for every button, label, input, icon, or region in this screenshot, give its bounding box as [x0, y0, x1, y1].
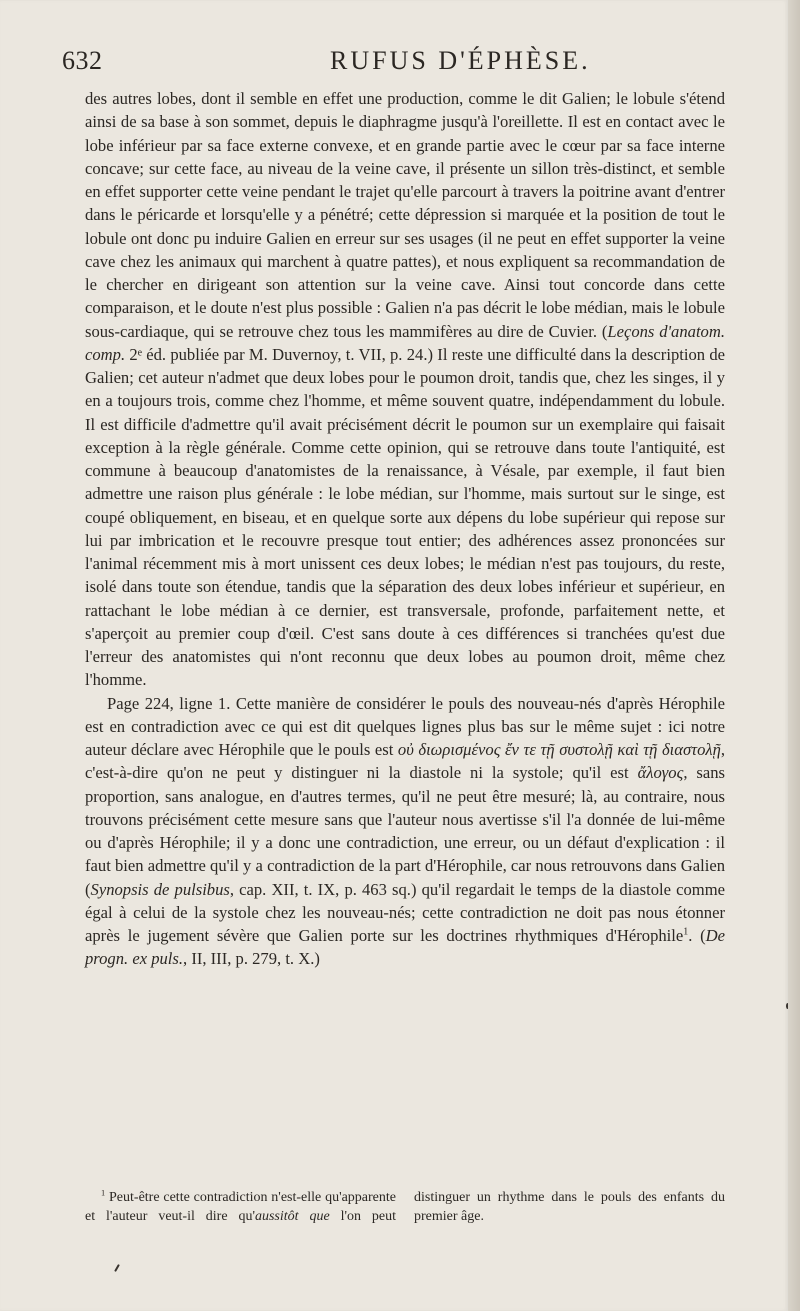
- paragraph-pouls-middle: , c'est-à-dire qu'on ne peut y distinguer ni la diastole ni la systole; qu'il est: [85, 740, 725, 783]
- running-title: RUFUS D'ÉPHÈSE.: [330, 46, 591, 75]
- footnote-marker: 1: [101, 1188, 106, 1198]
- citation-progn-prefix: . (: [688, 926, 706, 945]
- footnote-italic: aussitôt que: [254, 1209, 330, 1224]
- paragraph-pouls: [85, 692, 725, 971]
- paragraph-lobule: des autres lobes, dont il semble en effet une production, comme le dit Galien; le lobule s'étend ainsi de sa base à son sommet, depuis le diaphragme jusqu'à l'oreillette. Il est en contact avec le lobe inférieur par sa face externe convexe, et en grande partie avec le cœur par sa face interne concave; sur cette face, au niveau de la veine cave, il présente un sillon très-distinct, et semble en effet supporter cette veine pendant le trajet qu'elle parcourt à travers la poitrine avant d'entrer dans le péricarde et lorsqu'elle y a pénétré; cette dépression si marquée et la position de tout le lobule ont donc pu induire Galien en erreur sur ses usages (il ne peut en effet supporter la veine cave chez les animaux qui marchent à quatre pattes), et nous expliquent sa recommandation de le chercher en dirigeant son attention sur la veine cave. Ainsi tout concorde dans cette comparaison, et le doute n'est plus possible : Galien n'a pas décrit le lobe médian, mais le lobule sous-cardiaque, qui se retrouve chez tous les mammifères au dire de Cuvier. (Leçons d'anatom. comp. 2ᵉ éd. publiée par M. Duvernoy, t. VII, p. 24.) Il reste une difficulté dans la description de Galien; cet auteur n'admet que deux lobes pour le poumon droit, tandis que, chez les singes, il y en a toujours trois, comme chez l'homme, et même souvent quatre, indépendamment du lobule. Il est difficile d'admettre qu'il avait précisément décrit le poumon sur un exemplaire qui faisait exception à la règle générale. Comme cette opinion, qui se retrouve dans toute l'antiquité, est commune à beaucoup d'anatomistes de la renaissance, à Vésale, par exemple, il faut bien admettre une raison plus générale : le lobe médian, sur l'homme, mais surtout sur le singe, est coupé obliquement, en biseau, et en quelque sorte aux dépens du lobe supérieur qui repose sur lui par imbrication et le recouvre presque tout entier; des adhérences assez prononcées sur l'animal récemment mis à mort unissent ces deux lobes; le médian n'est pas toujours, du reste, isolé dans toute son étendue, tandis que la séparation des deux lobes inférieur et supérieur, en rattachant le lobe médian à ce dernier, est transversale, profonde, parfaitement nette, et s'aperçoit au premier coup d'œil. C'est sans doute à ces différences si tranchées qu'est due l'erreur des anatomistes qui n'ont reconnu que deux lobes au poumon droit, même chez l'homme.: [85, 89, 725, 690]
- page-header: [0, 46, 800, 86]
- ink-speck: [114, 1264, 120, 1272]
- footnote-text-end: l'on peut distinguer un rhythme dans le pouls des enfants du premier âge.: [329, 1190, 725, 1224]
- footnote-reference: 1: [683, 926, 689, 938]
- paragraph-lobule-text: des autres lobes, dont il semble en effet une production, comme le dit Galien; le lobule s'étend ainsi de sa base à son sommet, depuis le diaphragme jusqu'à l'oreillette. Il est en contact avec le lobe inférieur par sa face externe convexe, et en grande partie avec le cœur par sa face interne concave; sur cette face, au niveau de la veine cave, il présente un sillon très-distinct, et semble en effet supporter cette veine pendant le trajet qu'elle parcourt à travers la poitrine avant d'entrer dans le péricarde et lorsqu'elle y a pénétré; cette dépression si marquée et la position de tout le lobule ont donc pu induire Galien en erreur sur ses usages (il ne peut en effet supporter la veine cave chez les animaux qui marchent à quatre pattes), et nous expliquent sa recommandation de le chercher en dirigeant son attention sur la veine cave. Ainsi tout concorde dans cette comparaison, et le doute n'est plus possible : Galien n'a pas décrit le lobe médian, mais le lobule sous-cardiaque, qui se retrouve chez tous les mammifères au dire de Cuvier.: [85, 89, 725, 341]
- citation-lecons: Leçons d'anatom. comp.: [85, 321, 725, 364]
- footnote-1: [85, 1188, 725, 1226]
- citation-progn: De progn. ex puls.: [85, 926, 725, 969]
- citation-synopsis: Synopsis de pulsibus: [90, 879, 230, 899]
- footnote-text-start: Peut-être cette contradiction n'est-elle qu'apparente et l'auteur veut-il dire qu': [85, 1190, 397, 1224]
- citation-synopsis-detail: , cap. XII, t. IX, p. 463 sq.) qu'il regardait le temps de la diastole comme égal à celui de la systole chez les nouveau-nés; cette contradiction ne doit pas nous étonner après le jugement sévère que Galien porte sur les doctrines rhythmiques d'Hérophile: [85, 879, 725, 945]
- citation-lecons-detail: 2ᵉ éd. publiée par M. Duvernoy, t. VII, p. 24.: [129, 344, 428, 364]
- paragraph-lobule-continuation: Il reste une difficulté dans la description de Galien; cet auteur n'admet que deux lobes pour le poumon droit, tandis que, chez les singes, il y en a toujours trois, comme chez l'homme, et même souvent quatre, indépendamment du lobule. Il est difficile d'admettre qu'il avait précisément décrit le poumon sur un exemplaire qui faisait exception à la règle générale. Comme cette opinion, qui se retrouve dans toute l'antiquité, est commune à beaucoup d'anatomistes de la renaissance, à Vésale, par exemple, il faut bien admettre une raison plus générale : le lobe médian, sur l'homme, mais surtout sur le singe, est coupé obliquement, en biseau, et en quelque sorte aux dépens du lobe supérieur qui repose sur lui par imbrication et le recouvre presque tout entier; des adhérences assez prononcées sur l'animal récemment mis à mort unissent ces deux lobes; le médian n'est pas toujours, du reste, isolé dans toute son étendue, tandis que la séparation des deux lobes inférieur et supérieur, en rattachant le lobe médian à ce dernier, est transversale, profonde, parfaitement nette, et s'aperçoit au premier coup d'œil. C'est sans doute à ces différences si tranchées qu'est due l'erreur des anatomistes qui n'ont reconnu que deux lobes au poumon droit, même chez l'homme.: [85, 344, 725, 690]
- page-number: 632: [62, 46, 103, 75]
- page-edge: [788, 0, 800, 1311]
- greek-phrase: οὐ διωρισμένος ἔν τε τῇ συστολῇ καὶ τῇ διαστολῇ: [397, 740, 721, 759]
- footnotes: [85, 1188, 725, 1226]
- citation-progn-detail: , II, III, p. 279, t. X.): [183, 949, 320, 969]
- main-text: [85, 87, 725, 971]
- paragraph-pouls-body: , sans proportion, sans analogue, en d'autres termes, qu'il ne peut être mesuré; là, au contraire, nous trouvons précisément cette mesure sans que l'auteur nous avertisse s'il l'a donnée de lui-même ou d'après Hérophile; il y a donc une contradiction, une erreur, ou un défaut d'explication : il faut bien admettre qu'il y a contradiction de la part d'Hérophile, car nous retrouvons dans Galien (: [85, 763, 726, 899]
- paragraph-pouls-intro: Page 224, ligne 1. Cette manière de considérer le pouls des nouveau-nés d'après Hérophile est en contradiction avec ce qui est dit quelques lignes plus bas sur le même sujet : ici notre auteur déclare avec Hérophile que le pouls est: [85, 693, 725, 759]
- greek-word: ἄλογος: [637, 763, 684, 783]
